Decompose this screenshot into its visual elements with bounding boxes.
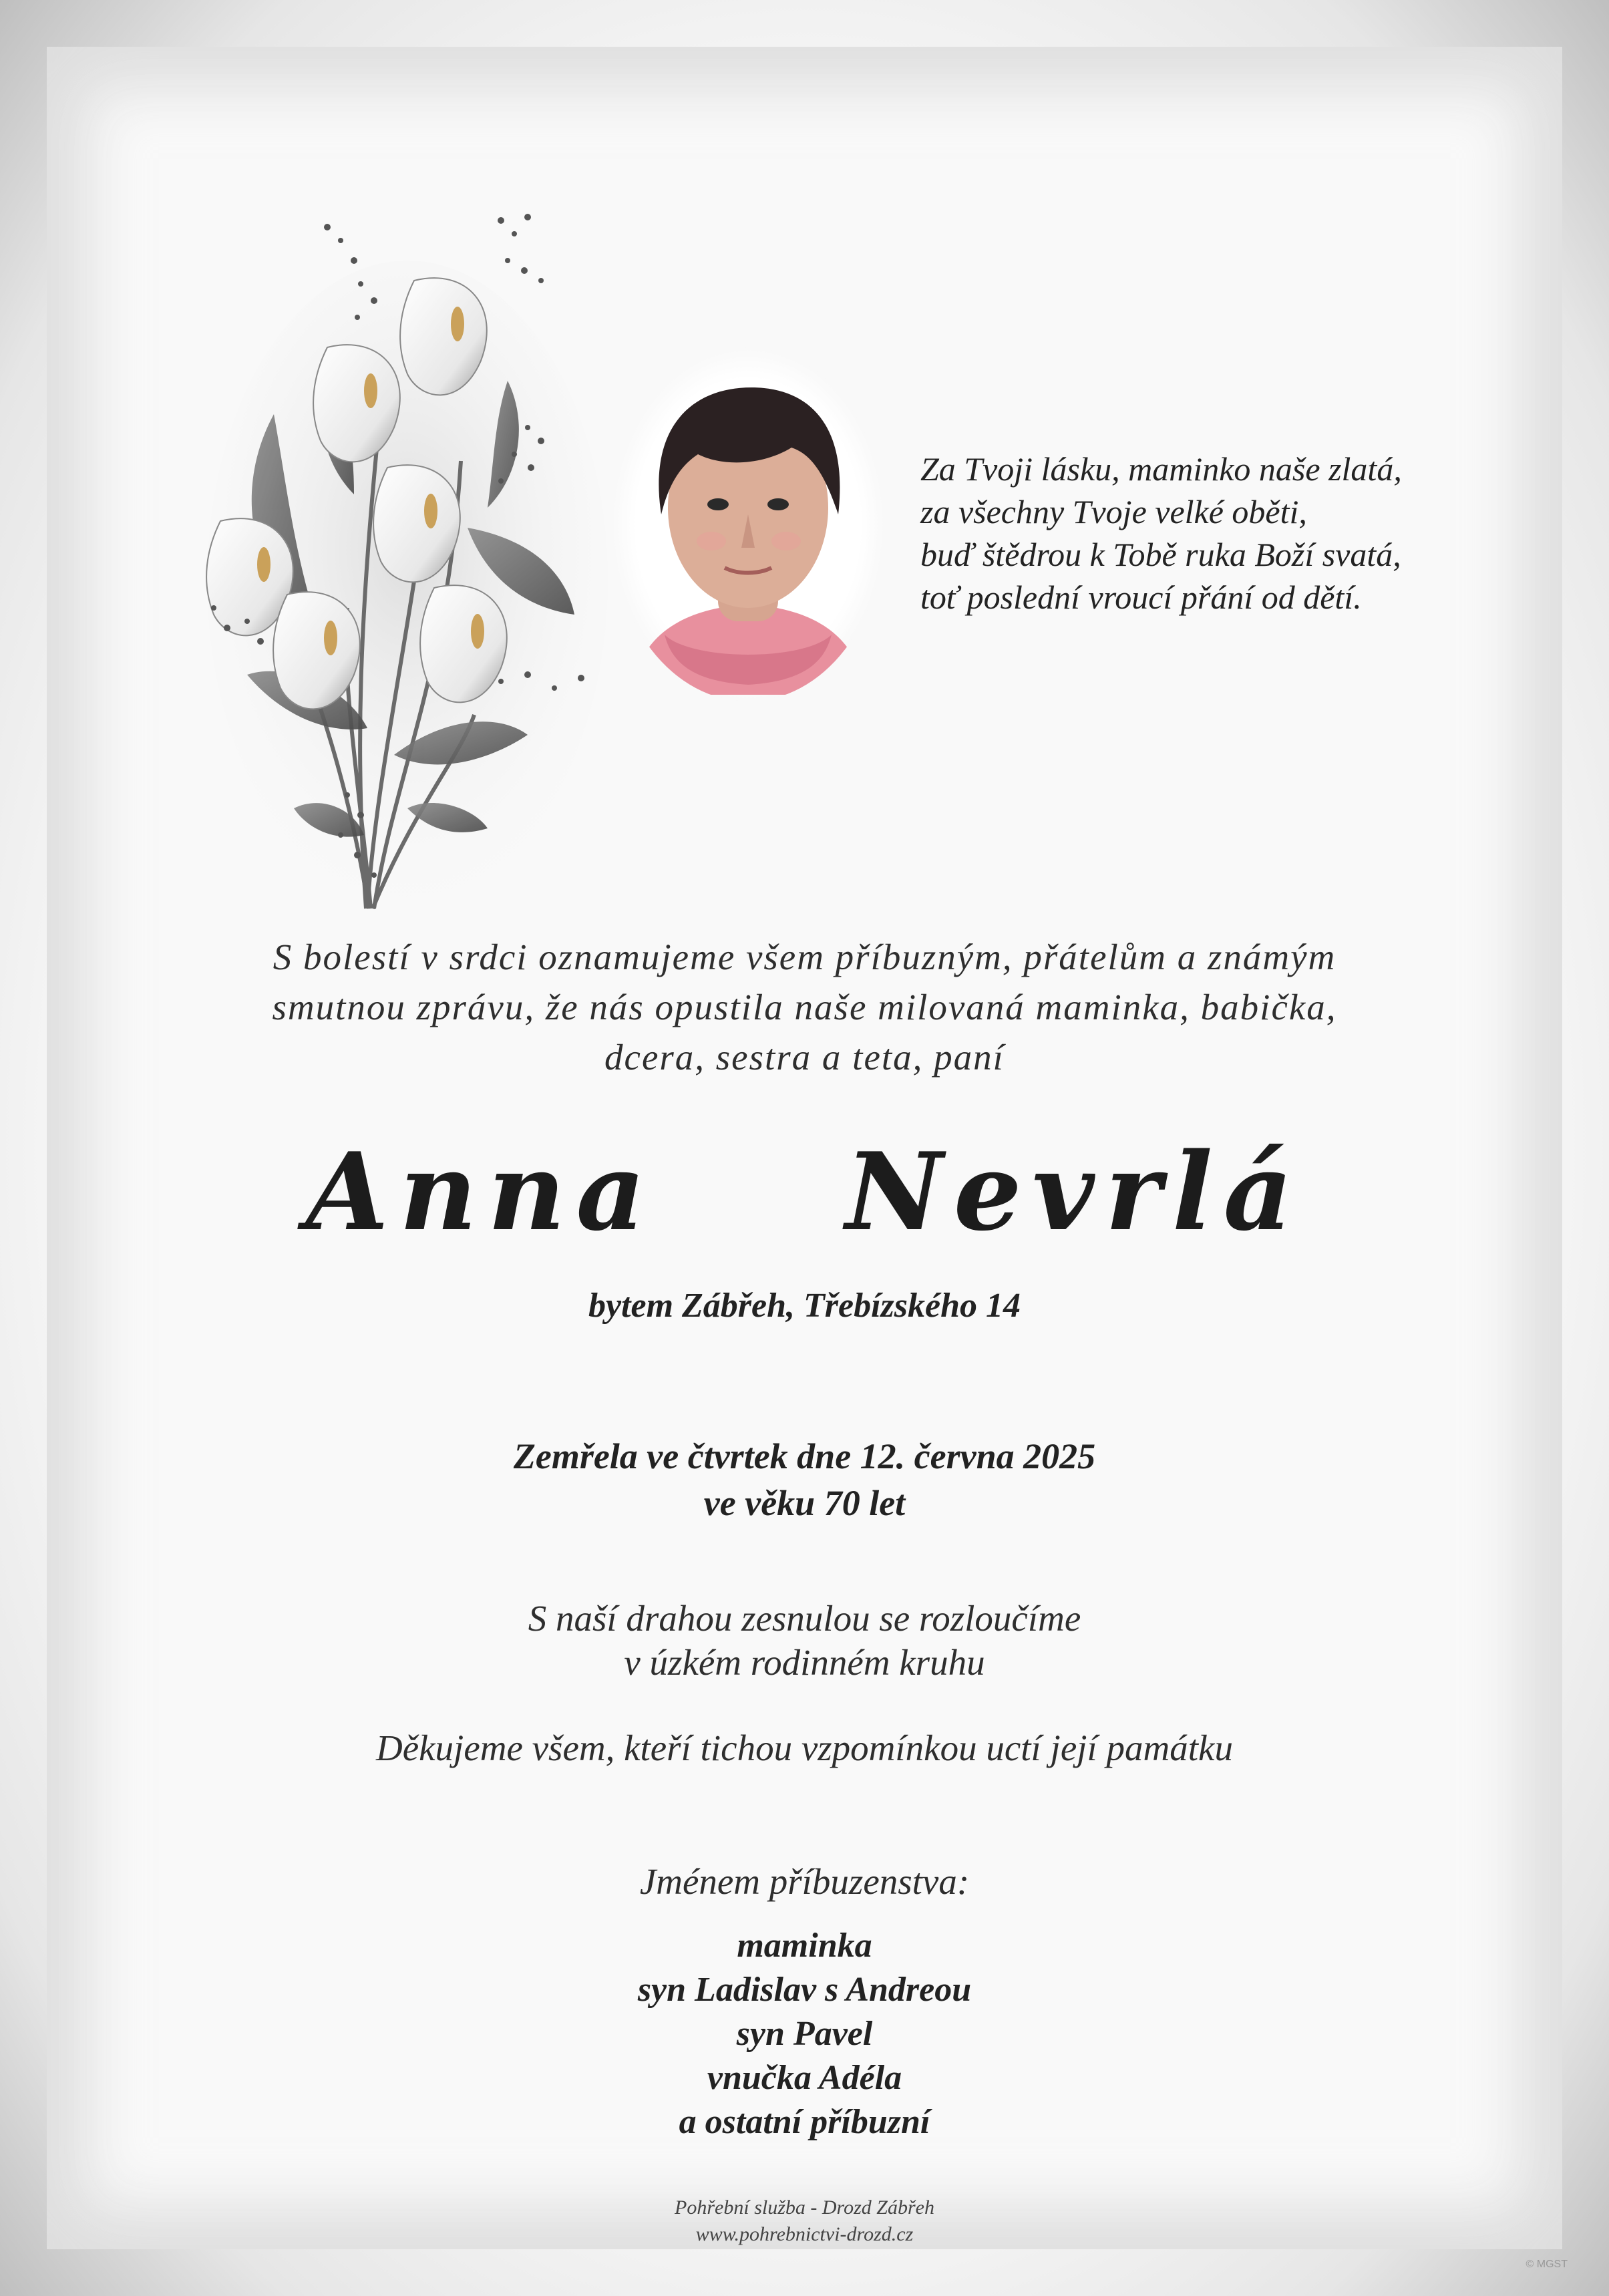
relatives-list — [0, 1924, 1609, 2144]
announcement-line: S bolestí v srdci oznamujeme všem příbuzným, přátelům a známým — [273, 937, 1336, 977]
copyright-mark: © MGST — [1526, 2259, 1568, 2270]
relative-item: maminka — [737, 1927, 872, 1965]
relative-item: syn Pavel — [736, 2015, 873, 2053]
death-age: ve věku 70 let — [703, 1483, 906, 1523]
funeral-service-name: Pohřební služba - Drozd Zábřeh — [675, 2196, 934, 2219]
funeral-service-website: www.pohrebnictvi-drozd.cz — [695, 2223, 914, 2245]
on-behalf-heading: Jménem příbuzenstva: — [639, 1861, 970, 1902]
poem — [920, 448, 1522, 619]
poem-line: toť poslední vroucí přání od dětí. — [920, 579, 1362, 616]
portrait-photo — [611, 347, 885, 701]
death-date: Zemřela ve čtvrtek dne 12. června 2025 — [513, 1436, 1096, 1476]
announcement-line: dcera, sestra a teta, paní — [604, 1037, 1005, 1078]
relative-item: vnučka Adéla — [707, 2059, 902, 2097]
calla-lily-bouquet-illustration — [194, 207, 621, 929]
announcement-line: smutnou zprávu, že nás opustila naše milovaná maminka, babička, — [272, 987, 1337, 1027]
relative-item: a ostatní příbuzní — [679, 2103, 930, 2141]
deceased-name: Anna Nevrlá — [305, 1129, 1304, 1255]
farewell-line: v úzkém rodinném kruhu — [624, 1642, 985, 1683]
farewell-info — [0, 1597, 1609, 1685]
relative-item: syn Ladislav s Andreou — [637, 1971, 972, 2009]
thanks-text: Děkujeme všem, kteří tichou vzpomínkou uctí její památku — [376, 1728, 1233, 1768]
poem-line: za všechny Tvoje velké oběti, — [920, 493, 1307, 530]
deceased-address: bytem Zábřeh, Třebízského 14 — [588, 1287, 1021, 1325]
funeral-service-footer — [0, 2194, 1609, 2248]
poem-line: Za Tvoji lásku, maminko naše zlatá, — [920, 450, 1402, 488]
farewell-line: S naší drahou zesnulou se rozloučíme — [528, 1598, 1081, 1639]
death-info — [0, 1433, 1609, 1526]
announcement-text — [0, 932, 1609, 1082]
portrait-illustration — [611, 347, 885, 701]
poem-line: buď štědrou k Tobě ruka Boží svatá, — [920, 536, 1401, 573]
